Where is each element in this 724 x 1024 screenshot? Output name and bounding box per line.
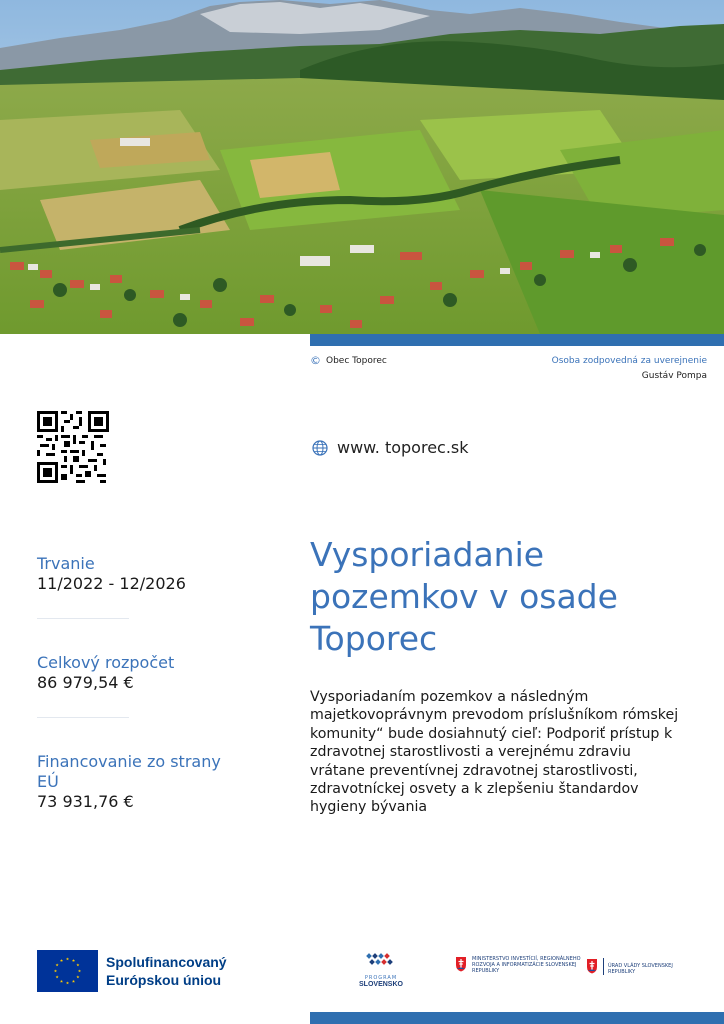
project-facts: [37, 554, 237, 812]
responsible-label: Osoba zodpovedná za uverejnenie: [551, 356, 707, 366]
copyright-icon: ©: [310, 354, 321, 367]
duration-label: Trvanie: [37, 554, 95, 573]
divider: [37, 717, 129, 718]
program-name: SLOVENSKO: [359, 981, 403, 988]
qr-code: [37, 411, 109, 483]
program-label: PROGRAM: [364, 975, 398, 981]
accent-stripe-top: [310, 334, 724, 346]
eu-funding-label: Financovanie zo strany EÚ: [37, 752, 221, 791]
website-url[interactable]: www. toporec.sk: [337, 438, 469, 457]
ministry-text: MINISTERSTVO INVESTÍCIÍ, REGIONÁLNEHO ROZVOJA A INFORMATIZÁCIE SLOVENSKEJ REPUBLIKY: [472, 956, 581, 974]
duration-value: 11/2022 - 12/2026: [37, 574, 186, 593]
photo-credit: [310, 354, 387, 367]
project-description: Vysporiadaním pozemkov a následným majetkovoprávnym prevodom príslušníkom rómskej komunity“ bude dosiahnutý cieľ: Podporiť prístup k zdravotnej starostlivosti a verejnému zdraviu vrátane preventívnej zdravotnej starostlivosti, zdravotníckej osvety a k zlepšeniu štandardov hygieny bývania: [310, 689, 679, 816]
eu-funding-value: 73 931,76 €: [37, 792, 134, 811]
hero-photo: [0, 0, 724, 334]
program-slovensko-logo: [356, 950, 406, 992]
government-office-text: ÚRAD VLÁDY SLOVENSKEJ REPUBLIKY: [603, 958, 693, 975]
ministry-logo: [455, 956, 587, 974]
program-slovensko-mark-icon: [361, 950, 401, 970]
eu-text-line2: Európskou úniou: [106, 972, 222, 988]
eu-text-line1: Spolufinancovaný: [106, 954, 227, 970]
budget-value: 86 979,54 €: [37, 673, 134, 692]
slovak-coat-of-arms-icon: [455, 956, 467, 972]
eu-flag-logo: [37, 950, 98, 992]
globe-icon: [312, 440, 328, 456]
responsible-name: Gustáv Pompa: [641, 371, 707, 381]
photo-credit-text: Obec Toporec: [326, 355, 387, 366]
accent-stripe-bottom: [310, 1012, 724, 1024]
slovak-coat-of-arms-icon: [586, 958, 598, 974]
divider: [37, 618, 129, 619]
budget-label: Celkový rozpočet: [37, 653, 175, 672]
eu-cofunded-text: [106, 953, 227, 989]
eu-stars-icon: [37, 950, 98, 992]
website-link[interactable]: [312, 438, 469, 457]
project-title: Vysporiadanie pozemkov v osade Toporec: [310, 535, 618, 658]
government-office-logo: [586, 958, 693, 975]
responsible-person: [552, 354, 707, 384]
